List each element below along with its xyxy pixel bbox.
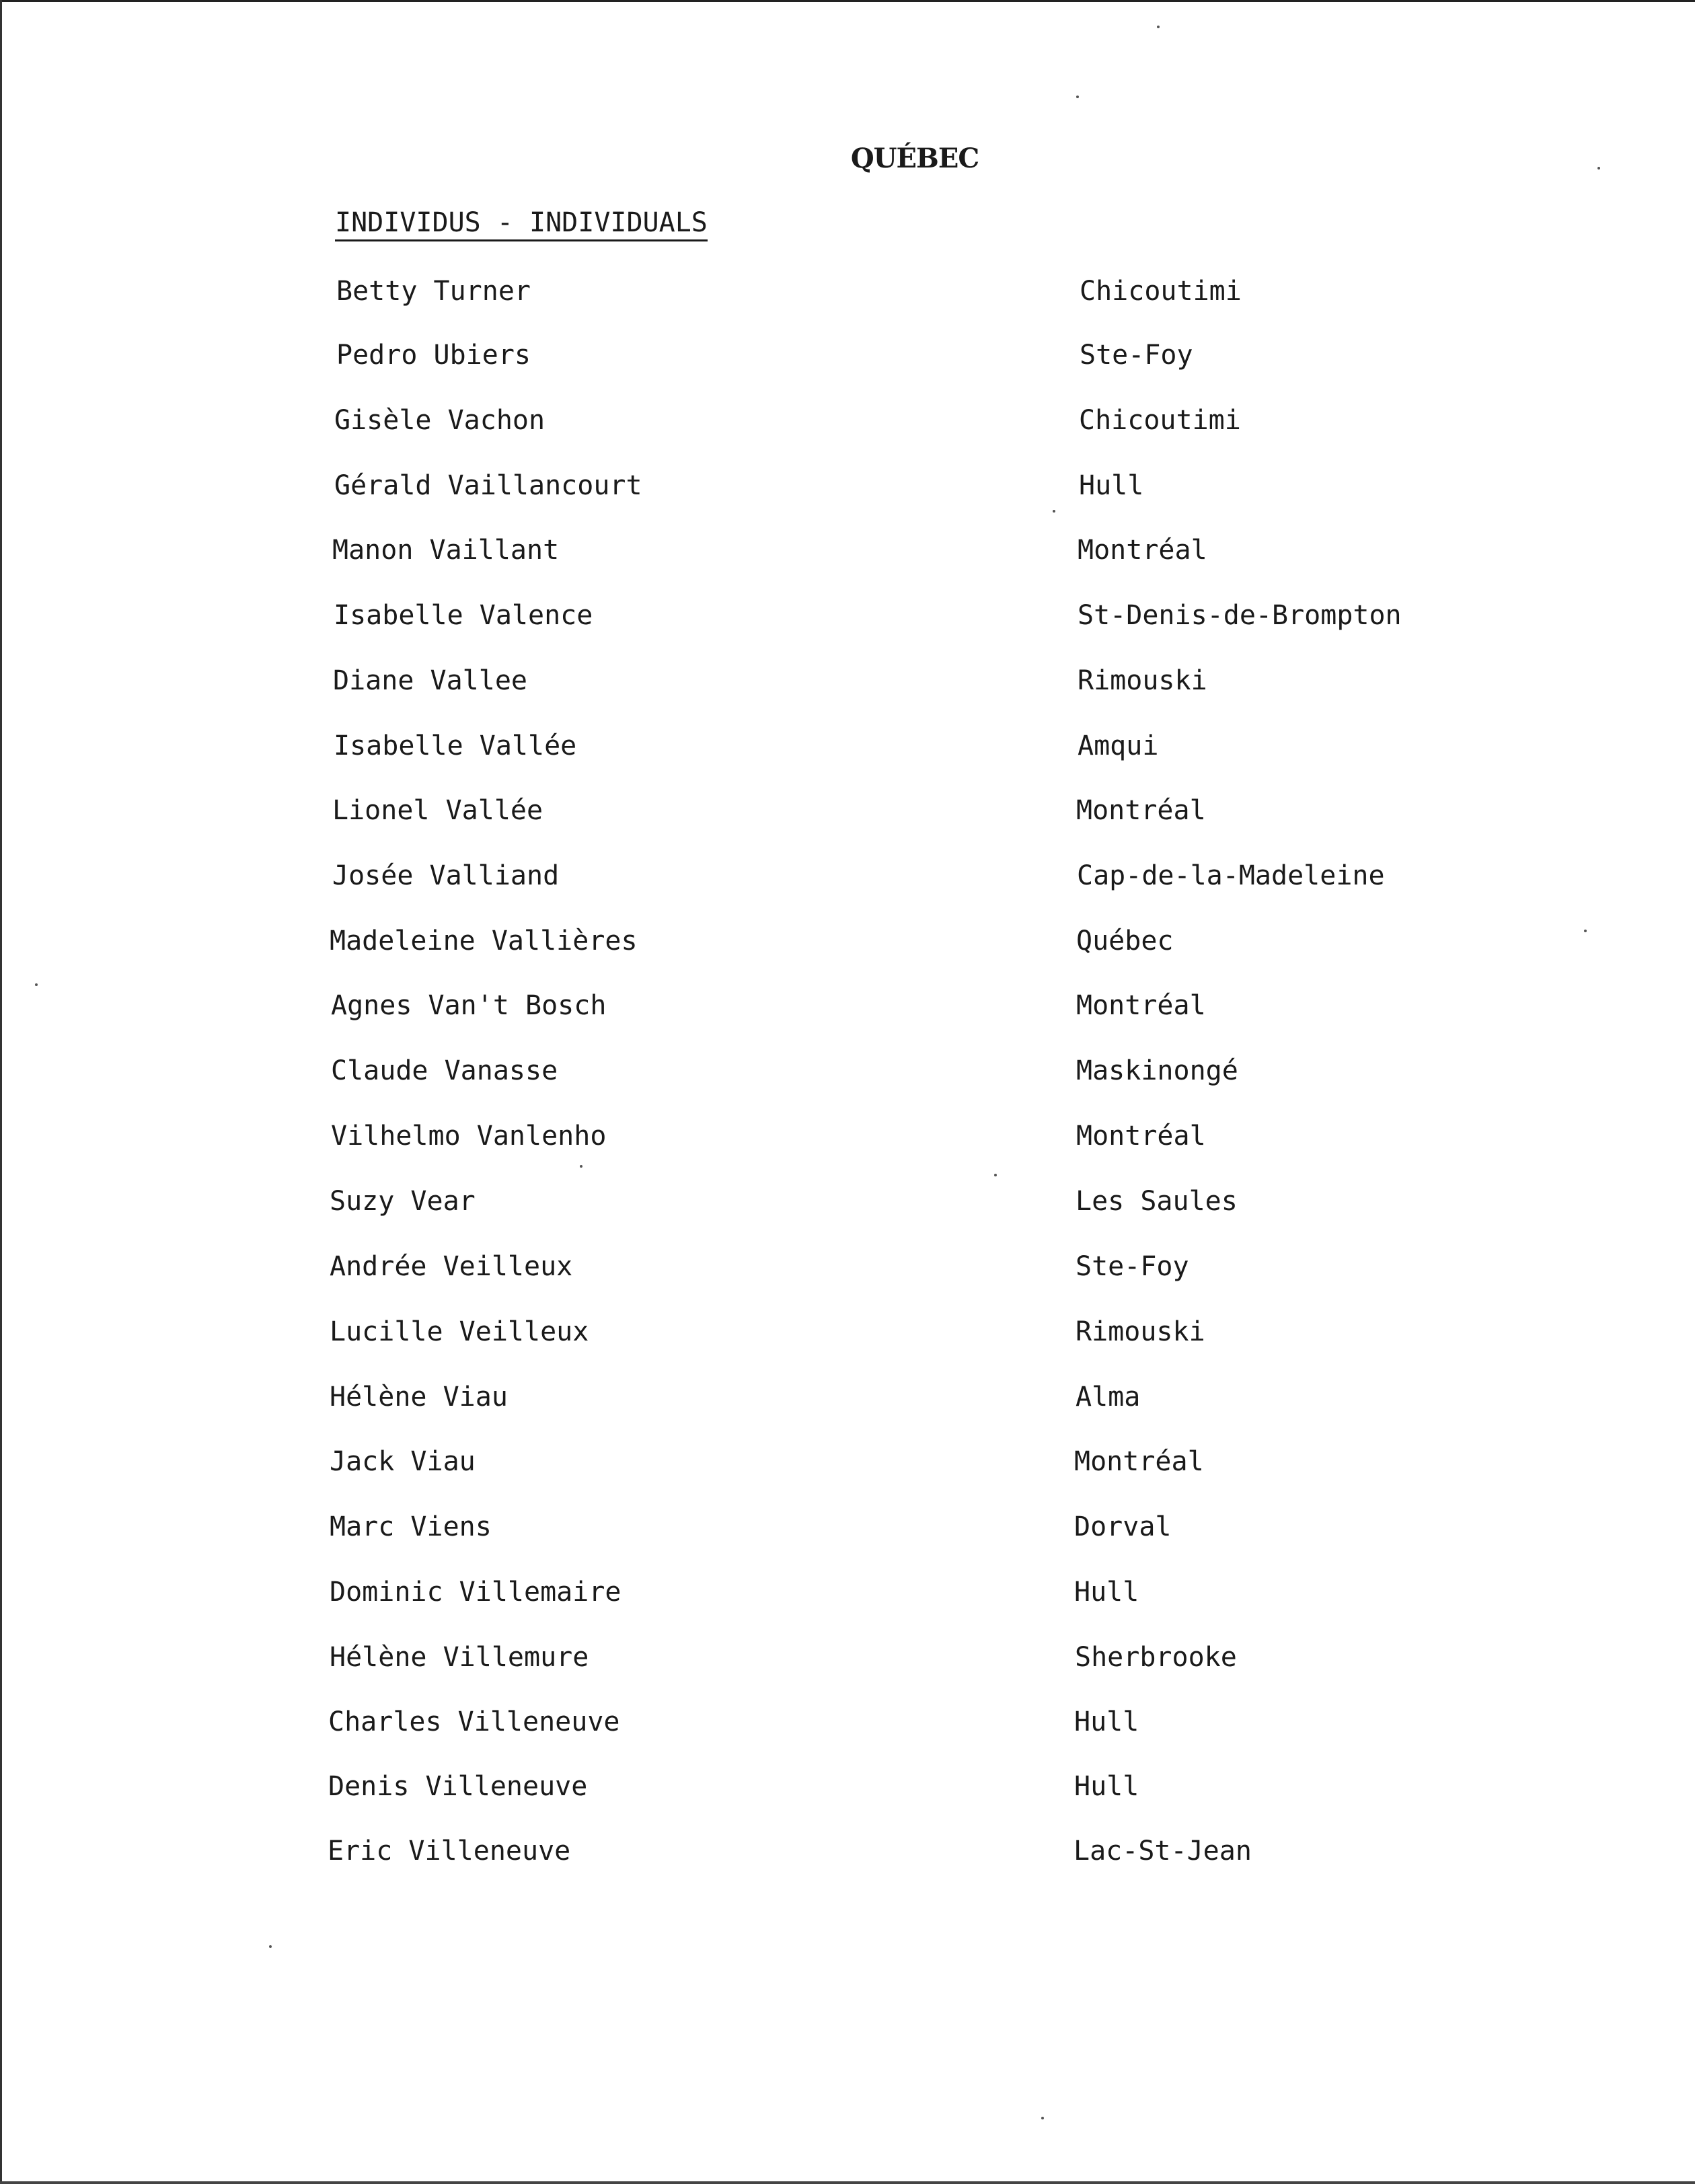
entry-name: Isabelle Vallée <box>334 730 577 761</box>
entry-name: Diane Vallee <box>333 665 527 696</box>
entry-city: Hull <box>1079 470 1144 501</box>
entry-city: Québec <box>1076 926 1174 956</box>
entry-name: Charles Villeneuve <box>328 1706 620 1737</box>
entry-name: Manon Vaillant <box>332 535 560 566</box>
page-title: QUÉBEC <box>850 143 979 174</box>
entry-row <box>0 276 1695 316</box>
entry-city: Rimouski <box>1078 665 1207 696</box>
entry-row <box>0 1186 1695 1226</box>
scan-speck <box>1076 96 1079 98</box>
entry-city: Rimouski <box>1076 1316 1205 1347</box>
entry-name: Vilhelmo Vanlenho <box>331 1121 607 1152</box>
entry-city: Montréal <box>1078 535 1207 566</box>
entry-name: Hélène Villemure <box>330 1642 589 1673</box>
entry-name: Lionel Vallée <box>332 795 543 826</box>
scan-speck <box>994 1174 997 1176</box>
scan-speck <box>1157 26 1160 28</box>
entry-city: Amqui <box>1078 730 1159 761</box>
entry-row <box>0 860 1695 901</box>
entry-city: Montréal <box>1074 1446 1204 1477</box>
entry-row <box>0 1382 1695 1422</box>
entry-city: St-Denis-de-Brompton <box>1078 600 1402 631</box>
section-heading: INDIVIDUS - INDIVIDUALS <box>335 207 708 241</box>
entry-name: Eric Villeneuve <box>328 1836 571 1867</box>
entry-name: Josée Valliand <box>332 860 560 891</box>
entry-name: Denis Villeneuve <box>328 1771 588 1802</box>
entry-name: Hélène Viau <box>330 1382 508 1413</box>
entry-name: Gisèle Vachon <box>334 405 545 436</box>
entry-row <box>0 470 1695 511</box>
entry-city: Ste-Foy <box>1076 1251 1189 1282</box>
entry-name: Dominic Villemaire <box>330 1577 622 1608</box>
entry-city: Maskinongé <box>1076 1055 1238 1086</box>
entry-city: Montréal <box>1076 795 1206 826</box>
entry-name: Claude Vanasse <box>331 1055 558 1086</box>
entry-city: Montréal <box>1076 990 1206 1021</box>
entry-name: Marc Viens <box>330 1511 492 1542</box>
entry-row <box>0 1316 1695 1357</box>
entry-name: Jack Viau <box>330 1446 476 1477</box>
scan-speck <box>580 1165 582 1168</box>
entry-name: Isabelle Valence <box>334 600 593 631</box>
entry-row <box>0 990 1695 1030</box>
entry-name: Gérald Vaillancourt <box>334 470 642 501</box>
scan-speck <box>1584 930 1587 932</box>
entry-row <box>0 795 1695 835</box>
entry-row <box>0 665 1695 706</box>
scan-speck <box>1053 510 1055 513</box>
entry-name: Pedro Ubiers <box>336 340 531 371</box>
entry-city: Hull <box>1074 1706 1139 1737</box>
scan-speck <box>35 983 38 986</box>
entry-row <box>0 600 1695 640</box>
entry-row <box>0 340 1695 380</box>
entry-row <box>0 1771 1695 1811</box>
entry-row <box>0 926 1695 966</box>
entry-name: Lucille Veilleux <box>330 1316 589 1347</box>
entry-row <box>0 535 1695 575</box>
entry-row <box>0 1836 1695 1876</box>
scan-speck <box>1041 2117 1044 2119</box>
entry-name: Andrée Veilleux <box>330 1251 573 1282</box>
entry-city: Chicoutimi <box>1080 276 1242 307</box>
entry-row <box>0 1055 1695 1096</box>
entry-city: Hull <box>1074 1577 1139 1608</box>
entry-name: Agnes Van't Bosch <box>331 990 607 1021</box>
entry-city: Alma <box>1076 1382 1141 1413</box>
entry-row <box>0 1577 1695 1617</box>
entry-name: Suzy Vear <box>330 1186 476 1217</box>
entry-city: Cap-de-la-Madeleine <box>1077 860 1385 891</box>
entry-row <box>0 730 1695 771</box>
scan-speck <box>269 1945 272 1948</box>
entry-name: Madeleine Vallières <box>330 926 638 956</box>
entry-city: Ste-Foy <box>1080 340 1193 371</box>
entry-row <box>0 1446 1695 1486</box>
entry-row <box>0 1121 1695 1161</box>
entry-city: Hull <box>1074 1771 1139 1802</box>
entry-city: Chicoutimi <box>1079 405 1241 436</box>
entry-city: Sherbrooke <box>1075 1642 1237 1673</box>
entry-city: Les Saules <box>1076 1186 1238 1217</box>
entry-city: Lac-St-Jean <box>1074 1836 1252 1867</box>
entry-city: Montréal <box>1076 1121 1206 1152</box>
scan-speck <box>1597 167 1600 170</box>
entry-row <box>0 1511 1695 1552</box>
entry-row <box>0 405 1695 445</box>
entry-city: Dorval <box>1074 1511 1172 1542</box>
entry-row <box>0 1251 1695 1291</box>
entry-name: Betty Turner <box>336 276 531 307</box>
entry-row <box>0 1706 1695 1747</box>
entry-row <box>0 1642 1695 1682</box>
